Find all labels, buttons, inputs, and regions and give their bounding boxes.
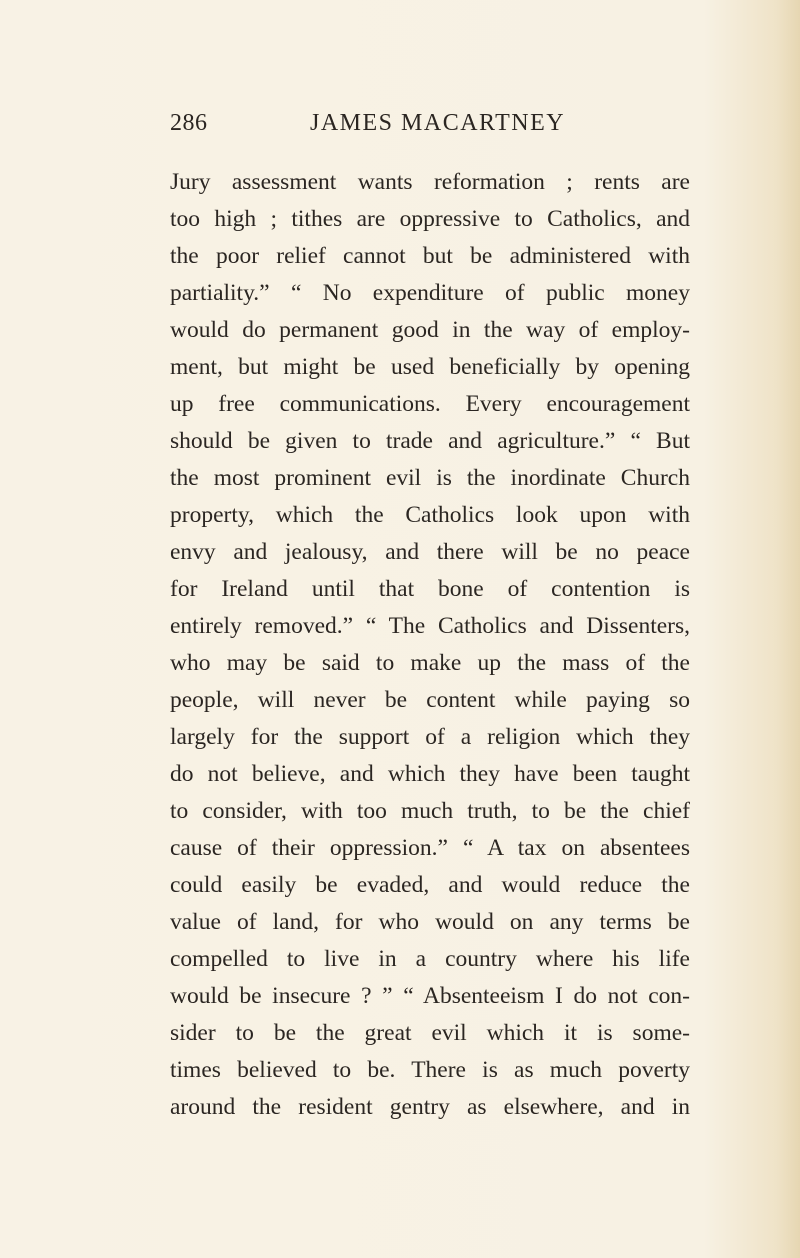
body-paragraph — [170, 164, 690, 1126]
text-line: up free communications. Every encouragement — [170, 391, 690, 417]
text-line: entirely removed.” “ The Catholics and Dissenters, — [170, 613, 690, 639]
text-line: would be insecure ? ” “ Absenteeism I do not con- — [170, 983, 690, 1009]
page-header — [170, 110, 690, 150]
text-line: partiality.” “ No expenditure of public money — [170, 280, 690, 306]
text-line: the most prominent evil is the inordinate Church — [170, 465, 690, 491]
text-line: for Ireland until that bone of contention is — [170, 576, 690, 602]
text-line: around the resident gentry as elsewhere, and in — [170, 1094, 690, 1120]
text-line: property, which the Catholics look upon with — [170, 502, 690, 528]
text-line: cause of their oppression.” “ A tax on absentees — [170, 835, 690, 861]
text-line: sider to be the great evil which it is some- — [170, 1020, 690, 1046]
text-line: Jury assessment wants reformation ; rents are — [170, 169, 690, 195]
text-line: people, will never be content while paying so — [170, 687, 690, 713]
text-line: would do permanent good in the way of employ- — [170, 317, 690, 343]
text-line: could easily be evaded, and would reduce the — [170, 872, 690, 898]
text-line: do not believe, and which they have been taught — [170, 761, 690, 787]
text-line: to consider, with too much truth, to be the chief — [170, 798, 690, 824]
text-line: value of land, for who would on any terms be — [170, 909, 690, 935]
page-number: 286 — [170, 110, 208, 136]
text-line: should be given to trade and agriculture.” “ But — [170, 428, 690, 454]
text-line: largely for the support of a religion which they — [170, 724, 690, 750]
text-line: ment, but might be used beneficially by opening — [170, 354, 690, 380]
text-line: times believed to be. There is as much poverty — [170, 1057, 690, 1083]
text-line: envy and jealousy, and there will be no peace — [170, 539, 690, 565]
running-head: JAMES MACARTNEY — [310, 110, 566, 136]
text-line: the poor relief cannot but be administered with — [170, 243, 690, 269]
text-line: compelled to live in a country where his life — [170, 946, 690, 972]
text-line: too high ; tithes are oppressive to Catholics, and — [170, 206, 690, 232]
text-line: who may be said to make up the mass of the — [170, 650, 690, 676]
